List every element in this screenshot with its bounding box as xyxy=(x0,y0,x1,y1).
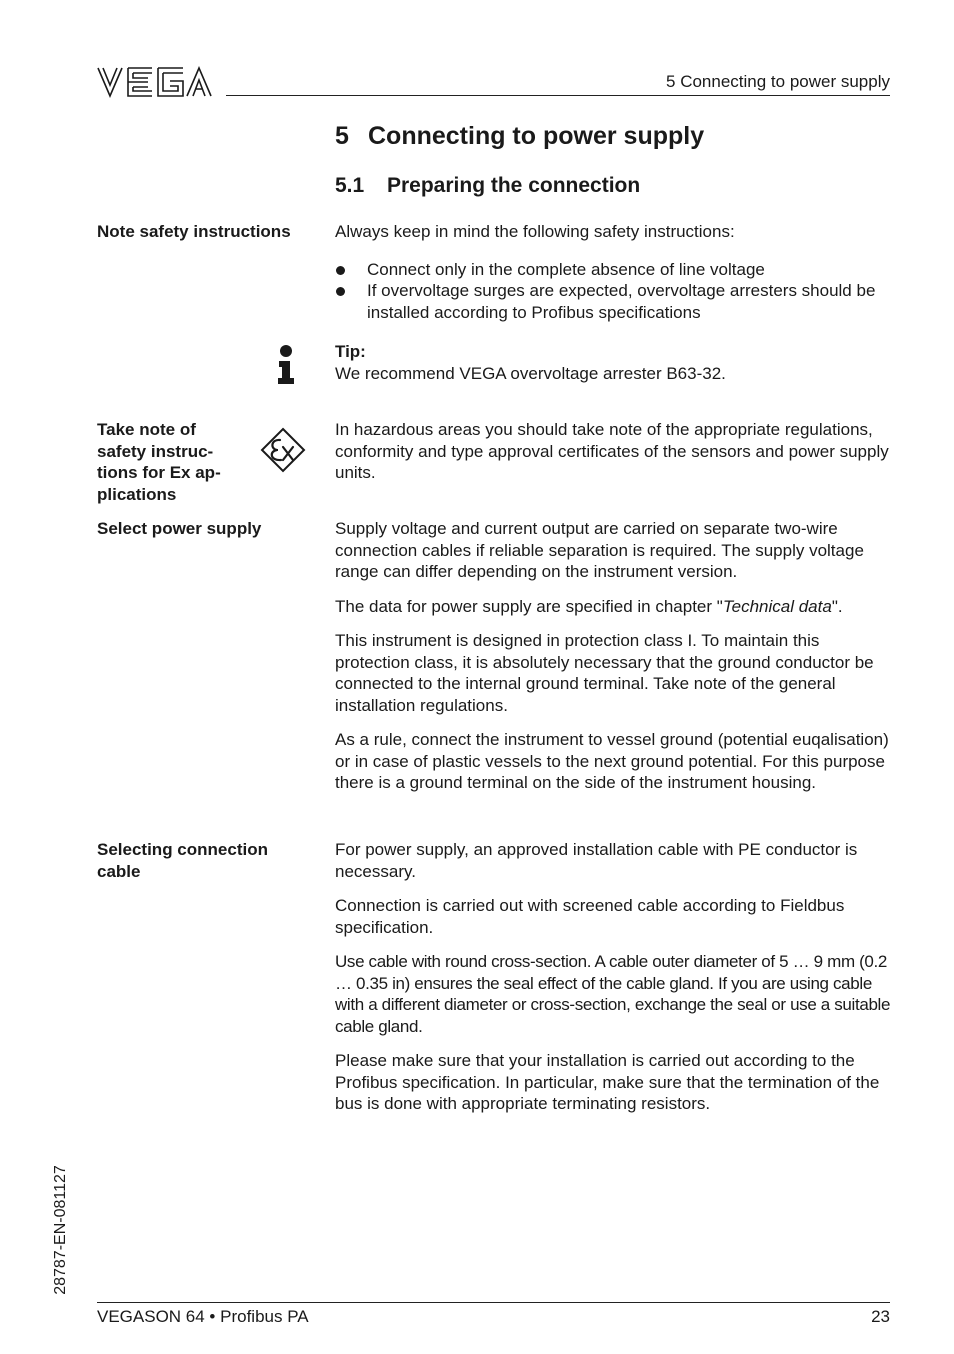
safety-intro: Always keep in mind the following safety instructions: xyxy=(335,222,735,241)
power-supply-p2: The data for power supply are specified in chapter "Technical data". xyxy=(335,596,843,616)
safety-list xyxy=(335,259,895,324)
ex-icon xyxy=(260,427,306,473)
safety-block xyxy=(335,221,895,323)
power-supply-block xyxy=(335,518,895,794)
page-number: 23 xyxy=(871,1307,890,1326)
cable-p2: Connection is carried out with screened cable according to Fieldbus specification. xyxy=(335,896,845,937)
cable-p1: For power supply, an approved installation cable with PE conductor is necessary. xyxy=(335,840,858,881)
cable-block xyxy=(335,839,895,1115)
power-supply-label: Select power supply xyxy=(97,519,262,538)
ex-label: Take note of safety instruc- tions for Ex ap- plications xyxy=(97,420,221,504)
footer-rule xyxy=(97,1302,890,1303)
power-supply-p3: This instrument is designed in protection class I. To maintain this protection class, it is absolutely necessary that the ground conductor be connected to the internal ground terminal. Take note of the general installation regulations. xyxy=(335,631,874,715)
power-supply-p1: Supply voltage and current output are carried on separate two-wire connection cables if reliable separation is required. The supply voltage range can differ depending on the instrument version. xyxy=(335,519,864,581)
document-id: 28787-EN-081127 xyxy=(52,1165,69,1295)
info-icon xyxy=(276,344,296,386)
section-title: Preparing the connection xyxy=(387,174,641,197)
list-item: Connect only in the complete absence of line voltage xyxy=(335,259,895,281)
safety-label: Note safety instructions xyxy=(97,222,291,241)
ex-text: In hazardous areas you should take note of the appropriate regulations, conformity and type approval certificates of the sensors and power supply units. xyxy=(335,420,889,482)
power-supply-p4: As a rule, connect the instrument to vessel ground (potential euqalisation) or in case of plastic vessels to the next ground potential. For this purpose there is a ground terminal on the side of the instrument housing. xyxy=(335,730,889,792)
running-header: 5 Connecting to power supply xyxy=(666,72,890,91)
bullet-dot xyxy=(336,266,345,275)
header-rule xyxy=(226,95,890,96)
cable-p3: Use cable with round cross-section. A cable outer diameter of 5 … 9 mm (0.2 … 0.35 in) ensures the seal effect of the cable gland. If you are using cable with a different diameter or cross-section, exchange the seal or use a suitable cable gland. xyxy=(335,952,891,1036)
tip-text: We recommend VEGA overvoltage arrester B63-32. xyxy=(335,363,726,383)
bullet-dot xyxy=(336,287,345,296)
cable-p4: Please make sure that your installation is carried out according to the Profibus specification. In particular, make sure that the termination of the bus is done with appropriate terminating resistors. xyxy=(335,1051,880,1113)
footer-product: VEGASON 64 • Profibus PA xyxy=(97,1307,309,1326)
tip-title: Tip: xyxy=(335,342,366,361)
vega-logo-mark xyxy=(97,66,213,98)
tip-block xyxy=(335,341,895,384)
section-number: 5.1 xyxy=(335,174,365,197)
chapter-heading xyxy=(335,122,704,151)
chapter-title: Connecting to power supply xyxy=(368,122,705,150)
chapter-number: 5 xyxy=(335,122,349,150)
section-heading xyxy=(335,174,640,198)
vega-logo xyxy=(97,66,213,98)
cable-label: Selecting connection cable xyxy=(97,840,268,881)
list-item: If overvoltage surges are expected, overvoltage arresters should be installed according to Profibus specifications xyxy=(335,280,895,323)
